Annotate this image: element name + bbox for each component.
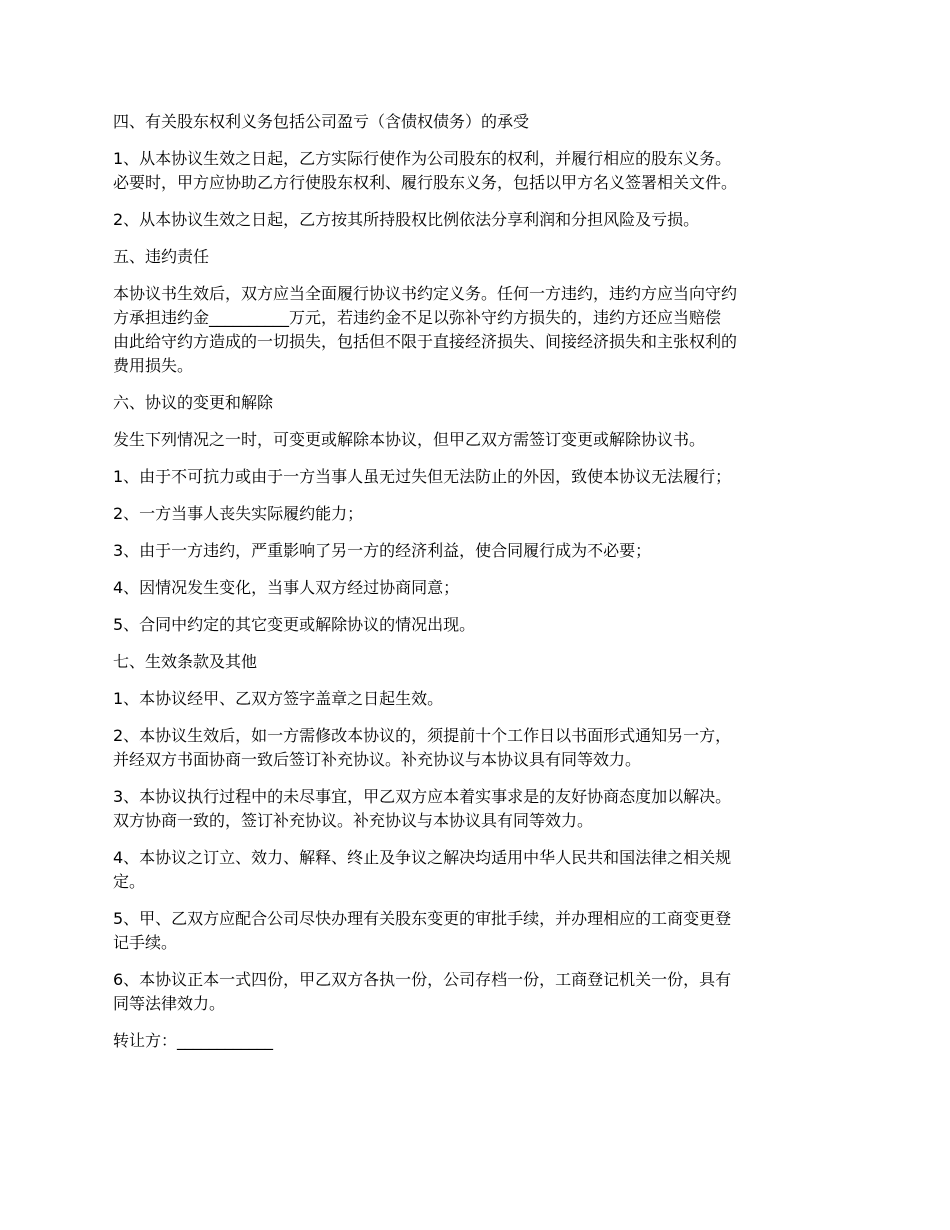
section-6-item-1: 1、由于不可抗力或由于一方当事人虽无过失但无法防止的外因，致使本协议无法履行； (113, 467, 732, 486)
clause-line: 记手续。 (113, 933, 178, 952)
section-7-item-6 (113, 968, 841, 1016)
clause-line: 必要时，甲方应协助乙方行使股东权利、履行股东义务，包括以甲方名义签署相关文件。 (113, 173, 738, 192)
clause-line: 本协议书生效后，双方应当全面履行协议书约定义务。任何一方违约，违约方应当向守约 (113, 284, 738, 303)
clause-line: 定。 (113, 872, 146, 891)
clause-line: 1、从本协议生效之日起，乙方实际行使作为公司股东的权利，并履行相应的股东义务。 (113, 149, 732, 168)
section-4-clause-1 (113, 147, 841, 195)
section-5-heading: 五、违约责任 (113, 247, 210, 266)
section-5-paragraph (113, 282, 841, 378)
clause-line: 6、本协议正本一式四份，甲乙双方各执一份，公司存档一份，工商登记机关一份，具有 (113, 970, 732, 989)
section-7-item-2 (113, 724, 841, 772)
section-7-heading: 七、生效条款及其他 (113, 652, 258, 671)
section-7-item-5 (113, 907, 841, 955)
clause-line: 并经双方书面协商一致后签订补充协议。补充协议与本协议具有同等效力。 (113, 750, 642, 769)
clause-line: 由此给守约方造成的一切损失，包括但不限于直接经济损失、间接经济损失和主张权利的 (113, 332, 738, 351)
clause-line: 双方协商一致的，签订补充协议。补充协议与本协议具有同等效力。 (113, 811, 594, 830)
section-4-clause-2: 2、从本协议生效之日起，乙方按其所持股权比例依法分享利润和分担风险及亏损。 (113, 210, 700, 229)
section-7-item-1: 1、本协议经甲、乙双方签字盖章之日起生效。 (113, 689, 444, 708)
section-4-heading: 四、有关股东权利义务包括公司盈亏（含债权债务）的承受 (113, 112, 530, 131)
clause-line: 4、本协议之订立、效力、解释、终止及争议之解决均适用中华人民共和国法律之相关规 (113, 848, 732, 867)
clause-line: 同等法律效力。 (113, 994, 226, 1013)
clause-line: 2、本协议生效后，如一方需修改本协议的，须提前十个工作日以书面形式通知另一方， (113, 726, 732, 745)
section-7-item-4 (113, 846, 841, 894)
document-body (113, 110, 841, 1053)
section-7-item-3 (113, 785, 841, 833)
clause-line: 5、甲、乙双方应配合公司尽快办理有关股东变更的审批手续，并办理相应的工商变更登 (113, 909, 732, 928)
section-6-item-2: 2、一方当事人丧失实际履约能力； (113, 504, 364, 523)
clause-line: 方承担违约金__________万元，若违约金不足以弥补守约方损失的，违约方还应当赔偿 (113, 308, 722, 327)
section-6-item-4: 4、因情况发生变化，当事人双方经过协商同意； (113, 578, 460, 597)
section-6-heading: 六、协议的变更和解除 (113, 393, 274, 412)
clause-line: 3、本协议执行过程中的未尽事宜，甲乙双方应本着实事求是的友好协商态度加以解决。 (113, 787, 732, 806)
clause-line: 费用损失。 (113, 356, 194, 375)
section-6-intro: 发生下列情况之一时，可变更或解除本协议，但甲乙双方需签订变更或解除协议书。 (113, 430, 706, 449)
section-6-item-5: 5、合同中约定的其它变更或解除协议的情况出现。 (113, 615, 476, 634)
transferor-signature-line: 转让方：____________ (113, 1031, 274, 1050)
section-6-item-3: 3、由于一方违约，严重影响了另一方的经济利益，使合同履行成为不必要； (113, 541, 652, 560)
